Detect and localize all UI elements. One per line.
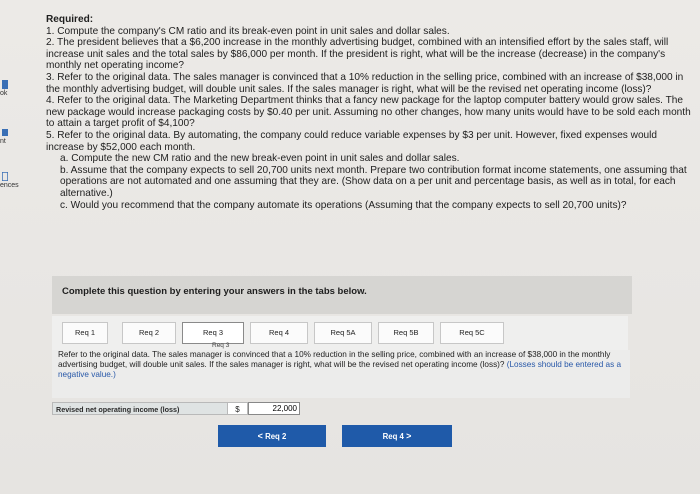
sidebar-item-references[interactable] bbox=[0, 172, 22, 189]
references-icon bbox=[2, 172, 8, 181]
tab-req-5b[interactable]: Req 5B bbox=[378, 322, 434, 344]
next-req-label: Req 4 bbox=[382, 432, 404, 441]
print-icon bbox=[2, 128, 8, 137]
currency-symbol: $ bbox=[228, 402, 248, 415]
sidebar bbox=[0, 0, 22, 494]
tab-bar bbox=[52, 316, 628, 350]
question-hint: (Losses should be entered as a negative value.) bbox=[58, 360, 621, 379]
active-tab-tooltip: Req 3 bbox=[212, 342, 230, 349]
tab-req-2[interactable]: Req 2 bbox=[122, 322, 176, 344]
tab-req-5c[interactable]: Req 5C bbox=[440, 322, 504, 344]
requirement-5a: a. Compute the new CM ratio and the new break-even point in unit sales and dollar sales. bbox=[60, 153, 460, 165]
next-req-button[interactable] bbox=[342, 425, 452, 447]
requirement-5b: b. Assume that the company expects to sell 20,700 units next month. Prepare two contribution format income statements, one assuming that operations are not automated and one assuming that they are. (Show data on a per unit and percentage basis, as well as in total, for each alternative.) bbox=[60, 164, 687, 199]
requirements-text bbox=[46, 14, 694, 211]
instructions-bar bbox=[52, 276, 632, 314]
net-operating-income-input[interactable] bbox=[248, 402, 300, 415]
requirement-3: 3. Refer to the original data. The sales manager is convinced that a 10% reduction in the selling price, combined with an increase of $38,000 in the monthly advertising budget, will double unit sales. If the sales manager is right, what will be the revised net operating income (loss)? bbox=[46, 71, 684, 95]
requirement-5: 5. Refer to the original data. By automating, the company could reduce variable expenses by $3 per unit. However, fixed expenses would increase by $52,000 each month. bbox=[46, 129, 658, 153]
tab-req-3[interactable]: Req 3 bbox=[182, 322, 244, 344]
sidebar-item-label: ok bbox=[0, 90, 8, 97]
instructions-text: Complete this question by entering your answers in the tabs below. bbox=[62, 286, 367, 297]
prev-req-button[interactable] bbox=[218, 425, 326, 447]
tab-req-1[interactable]: Req 1 bbox=[62, 322, 108, 344]
requirement-4: 4. Refer to the original data. The Marketing Department thinks that a fancy new package for the laptop computer battery would grow sales. The new package would increase packaging costs by $0.40 per unit. Assuming no other changes, how many units would have to be sold each month to attain a target profit of $4,100? bbox=[46, 95, 691, 130]
requirement-1: 1. Compute the company's CM ratio and its break-even point in unit sales and dollar sales. bbox=[46, 25, 450, 37]
question-body: Refer to the original data. The sales manager is convinced that a 10% reduction in the selling price, combined with an increase of $38,000 in the monthly advertising budget, will double unit sales. If the sales manager is right, what will be the revised net operating income (loss)? bbox=[58, 350, 611, 369]
tab-req-4[interactable]: Req 4 bbox=[250, 322, 308, 344]
tab-req-5a[interactable]: Req 5A bbox=[314, 322, 372, 344]
sidebar-item-print[interactable] bbox=[0, 128, 22, 145]
answer-label: Revised net operating income (loss) bbox=[52, 402, 228, 415]
sidebar-item-label: ences bbox=[0, 182, 19, 189]
sidebar-item-ebook[interactable] bbox=[0, 80, 22, 97]
sidebar-item-label: nt bbox=[0, 138, 6, 145]
question-panel bbox=[52, 350, 630, 398]
question-text bbox=[58, 350, 624, 380]
chevron-right-icon: > bbox=[406, 431, 412, 441]
book-icon bbox=[2, 80, 8, 89]
chevron-left-icon: < bbox=[257, 431, 263, 441]
requirement-2: 2. The president believes that a $6,200 increase in the monthly advertising budget, combined with an intensified effort by the sales staff, will increase unit sales and the total sales by $86,000 per month. If the president is right, what will be the increase (decrease) in the company's monthly net operating income? bbox=[46, 37, 669, 72]
required-title: Required: bbox=[46, 14, 94, 25]
requirement-5c: c. Would you recommend that the company automate its operations (Assuming that the company expects to sell 20,700 units)? bbox=[60, 199, 627, 211]
prev-req-label: Req 2 bbox=[265, 432, 287, 441]
